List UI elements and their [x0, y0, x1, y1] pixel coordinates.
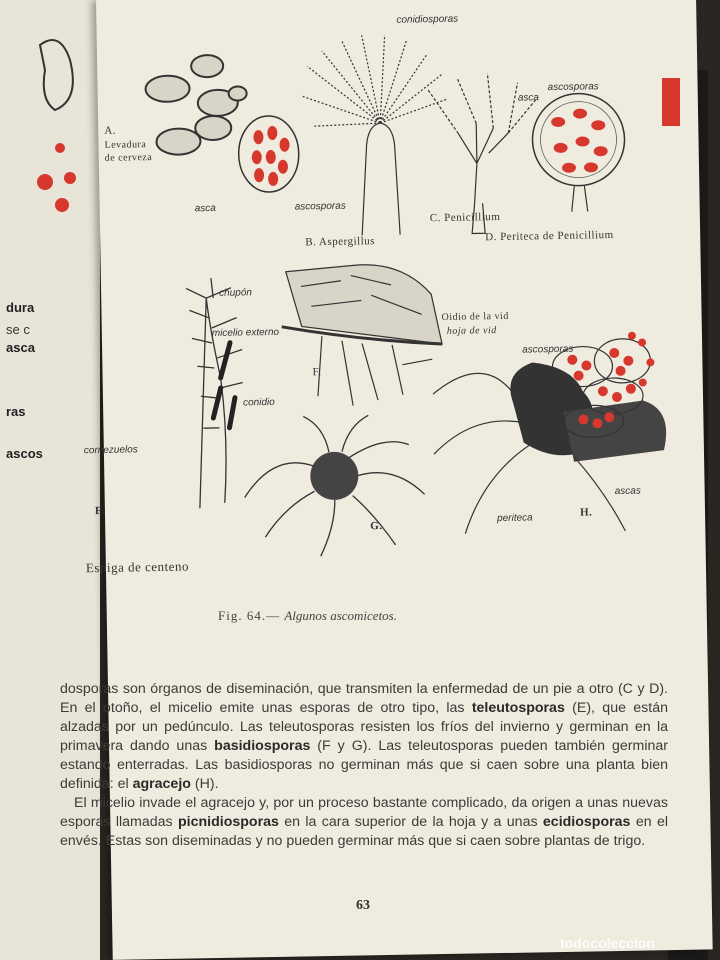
label-oidio: Oidio de la vid: [441, 310, 509, 324]
label-conidio: conidio: [242, 396, 275, 409]
label-conidiosporas: conidiosporas: [396, 13, 459, 26]
left-text-line: dura: [6, 300, 35, 315]
asca-yeast: [238, 115, 299, 192]
label-a: A.: [104, 124, 117, 137]
label-d-ascosporas: ascosporas: [547, 81, 599, 94]
label-d-asca: asca: [517, 92, 539, 104]
label-h: H.: [579, 506, 593, 519]
label-asca: asca: [194, 202, 216, 215]
paragraph-2: El micelio invade el agracejo y, por un proceso bastante complicado, da origen a unas nuevas esporas llamadas picnidiosporas en la cara superior de la hoja y a unas ecidiosporas en el envés. Estas son diseminadas y no pueden germinar más que si caen sobre plantas de trigo.: [60, 795, 668, 849]
left-text-line: se c: [6, 322, 30, 337]
rye-spike: [186, 278, 245, 509]
periteca-asci: [432, 331, 668, 534]
left-text-line: ras: [6, 404, 26, 419]
label-c: C. Penicillium: [429, 210, 501, 225]
label-espiga: Espiga de centeno: [85, 558, 190, 576]
label-chupon: chupón: [219, 287, 253, 299]
label-d: D. Periteca de Penicillium: [485, 229, 614, 244]
label-cornezuelos: cornezuelos: [83, 444, 138, 457]
label-a-name2: de cerveza: [104, 152, 153, 164]
label-f: F.: [312, 366, 322, 379]
body-text: [60, 680, 668, 851]
label-ascas: ascas: [614, 485, 641, 498]
figure-title: Algunos ascomicetos.: [284, 608, 397, 623]
label-periteca: periteca: [497, 512, 533, 525]
red-page-tab: [662, 78, 680, 126]
watermark: todocoleccion: [560, 935, 655, 951]
label-hoja: hoja de vid: [446, 325, 497, 337]
round-fungus: [243, 414, 425, 557]
paragraph-1: dosporas son órganos de diseminación, que transmiten la enfermedad de un pie a otro (C y D). En el otoño, el micelio emite unas esporas de otro tipo, las teleutosporas (E), que están alzadas por un pedúnculo. Las teleutosporas resisten los fríos del invierno y germinan en la primavera dando unas basidiosporas (F y G). Las teleutosporas pueden también germinar estando enterradas. Las basidiosporas no germinan más que si caen sobre una planta bien definida: el agracejo (H).: [60, 681, 669, 792]
label-e: E.: [94, 504, 107, 518]
label-g: G.: [370, 520, 383, 533]
figure-caption: [218, 608, 397, 624]
left-text-line: asca: [6, 340, 35, 355]
label-h-ascosporas: ascosporas: [522, 343, 574, 356]
yeast-cells: [145, 54, 248, 155]
label-a-name: Levadura: [104, 139, 147, 151]
label-ascosporas: ascosporas: [294, 200, 346, 213]
left-text-line: ascos: [6, 446, 43, 461]
page-number: 63: [356, 898, 370, 913]
label-b: B. Aspergillus: [305, 235, 376, 249]
figure-number: Fig. 64.—: [218, 608, 281, 623]
periteca-penicillium: [532, 93, 626, 213]
label-micelio-externo: micelio externo: [211, 326, 280, 340]
vine-mildew: [281, 263, 443, 406]
